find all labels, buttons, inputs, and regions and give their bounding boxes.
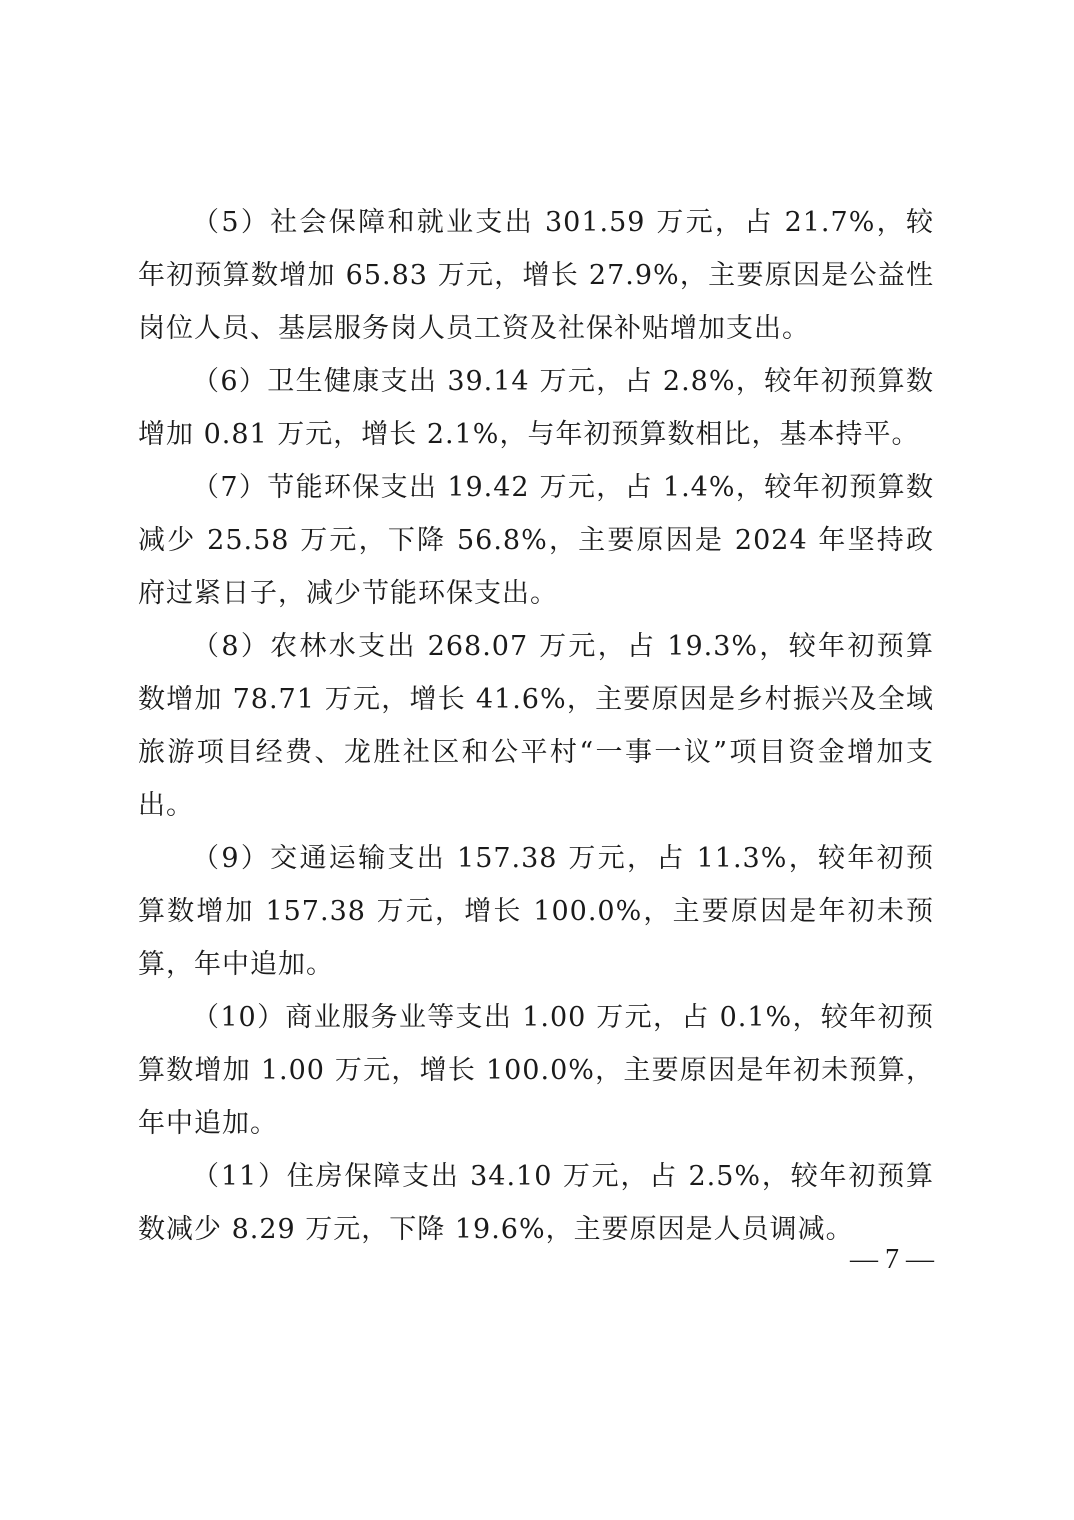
document-body <box>138 196 934 1256</box>
paragraph-commerce: （10）商业服务业等支出 1.00 万元，占 0.1%，较年初预算数增加 1.00 万元，增长 100.0%，主要原因是年初未预算，年中追加。 <box>138 1002 934 1139</box>
paragraph-social-security: （5）社会保障和就业支出 301.59 万元，占 21.7%，较年初预算数增加 65.83 万元，增长 27.9%，主要原因是公益性岗位人员、基层服务岗人员工资及社保补贴增加支出。 <box>138 207 934 344</box>
paragraph-health: （6）卫生健康支出 39.14 万元，占 2.8%，较年初预算数增加 0.81 万元，增长 2.1%，与年初预算数相比，基本持平。 <box>138 366 934 450</box>
paragraph-agriculture: （8）农林水支出 268.07 万元，占 19.3%，较年初预算数增加 78.71 万元，增长 41.6%，主要原因是乡村振兴及全域旅游项目经费、龙胜社区和公平村“一事一议”项目资金增加支出。 <box>138 631 934 821</box>
paragraph-transport: （9）交通运输支出 157.38 万元，占 11.3%，较年初预算数增加 157.38 万元，增长 100.0%，主要原因是年初未预算，年中追加。 <box>138 843 934 980</box>
paragraph-energy-environment: （7）节能环保支出 19.42 万元，占 1.4%，较年初预算数减少 25.58 万元，下降 56.8%，主要原因是 2024 年坚持政府过紧日子，减少节能环保支出。 <box>138 472 934 609</box>
paragraph-housing: （11）住房保障支出 34.10 万元，占 2.5%，较年初预算数减少 8.29 万元，下降 19.6%，主要原因是人员调减。 <box>138 1161 934 1245</box>
page-number: — 7 — <box>850 1244 934 1275</box>
